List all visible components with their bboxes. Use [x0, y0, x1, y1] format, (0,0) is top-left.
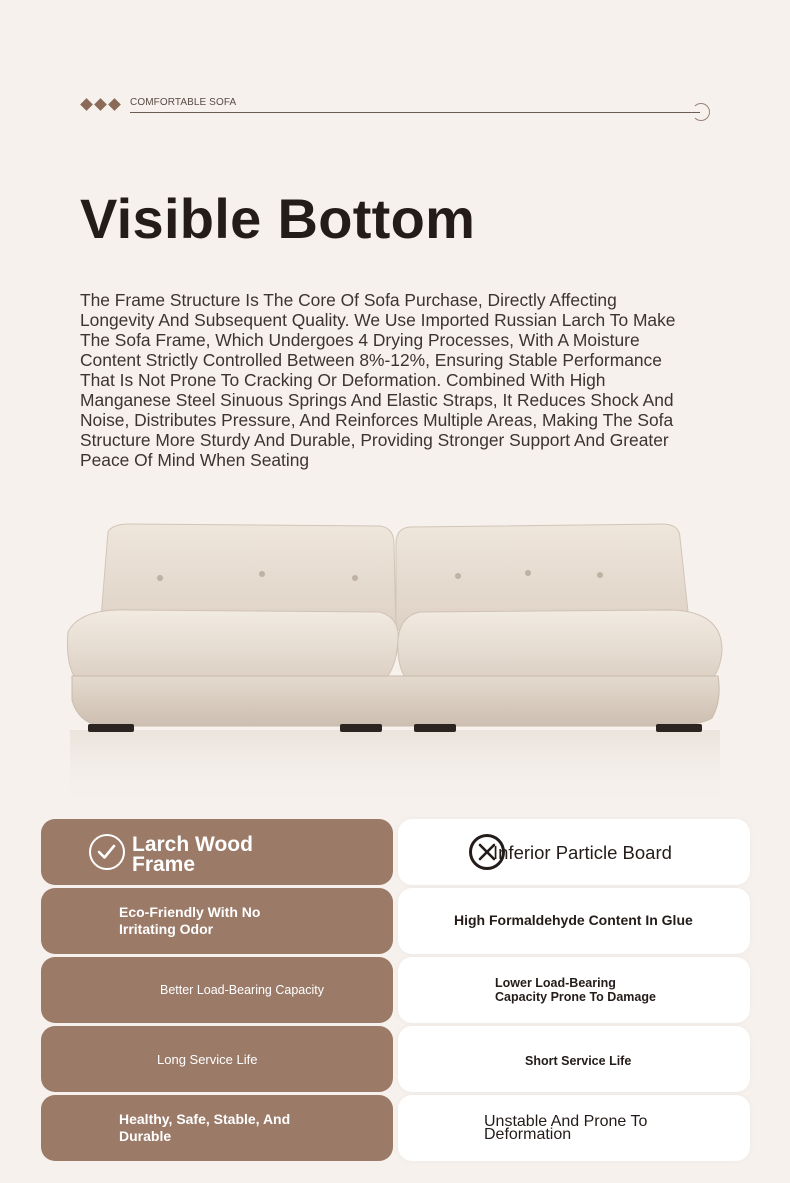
- bad-feature-text: Short Service Life: [525, 1054, 632, 1068]
- good-feature-text: Long Service Life: [157, 1052, 258, 1067]
- diamond-ornament: [81, 100, 120, 109]
- good-feature-text: Healthy, Safe, Stable, And Durable: [119, 1111, 291, 1144]
- section-header: [81, 96, 711, 126]
- good-feature-row: [41, 888, 393, 954]
- ring-icon: [692, 103, 710, 121]
- particle-board-heading-card: [398, 819, 750, 885]
- larch-wood-heading-card: [41, 819, 393, 885]
- bad-feature-text: High Formaldehyde Content In Glue: [454, 912, 693, 928]
- section-tag: COMFORTABLE SOFA: [130, 97, 237, 108]
- good-feature-row: [41, 957, 393, 1023]
- bad-feature-row: [398, 1095, 750, 1161]
- diamond-icon: [108, 98, 121, 111]
- sofa-image: [0, 500, 790, 810]
- particle-board-heading: Inferior Particle Board: [493, 842, 672, 863]
- bad-feature-text: Lower Load-Bearing Capacity Prone To Damage: [495, 976, 656, 1004]
- bad-feature-row: [398, 1026, 750, 1092]
- description-text: The Frame Structure Is The Core Of Sofa Purchase, Directly Affecting Longevity And Subsequent Quality. We Use Imported Russian Larch To Make The Sofa Frame, Which Undergoes 4 Drying Processes, With A Moisture Content Strictly Controlled Between 8%-12%, Ensuring Stable Performance That Is Not Prone To Cracking Or Deformation. Combined With High Manganese Steel Sinuous Springs And Elastic Straps, It Reduces Shock And Noise, Distributes Pressure, And Reinforces Multiple Areas, Making The Sofa Structure More Sturdy And Durable, Providing Stronger Support And Greater Peace Of Mind When Seating: [80, 290, 676, 470]
- divider-line: [130, 112, 700, 113]
- larch-wood-heading: Larch Wood Frame: [132, 833, 253, 876]
- page-title: Visible Bottom: [80, 187, 476, 250]
- check-circle-icon: [89, 834, 125, 870]
- diamond-icon: [94, 98, 107, 111]
- good-feature-text: Better Load-Bearing Capacity: [160, 983, 324, 997]
- good-feature-row: [41, 1095, 393, 1161]
- good-feature-row: [41, 1026, 393, 1092]
- bad-feature-row: [398, 957, 750, 1023]
- diamond-icon: [80, 98, 93, 111]
- good-feature-text: Eco-Friendly With No Irritating Odor: [119, 904, 261, 937]
- bad-feature-row: [398, 888, 750, 954]
- bad-feature-text: Unstable And Prone To Deformation: [484, 1113, 648, 1143]
